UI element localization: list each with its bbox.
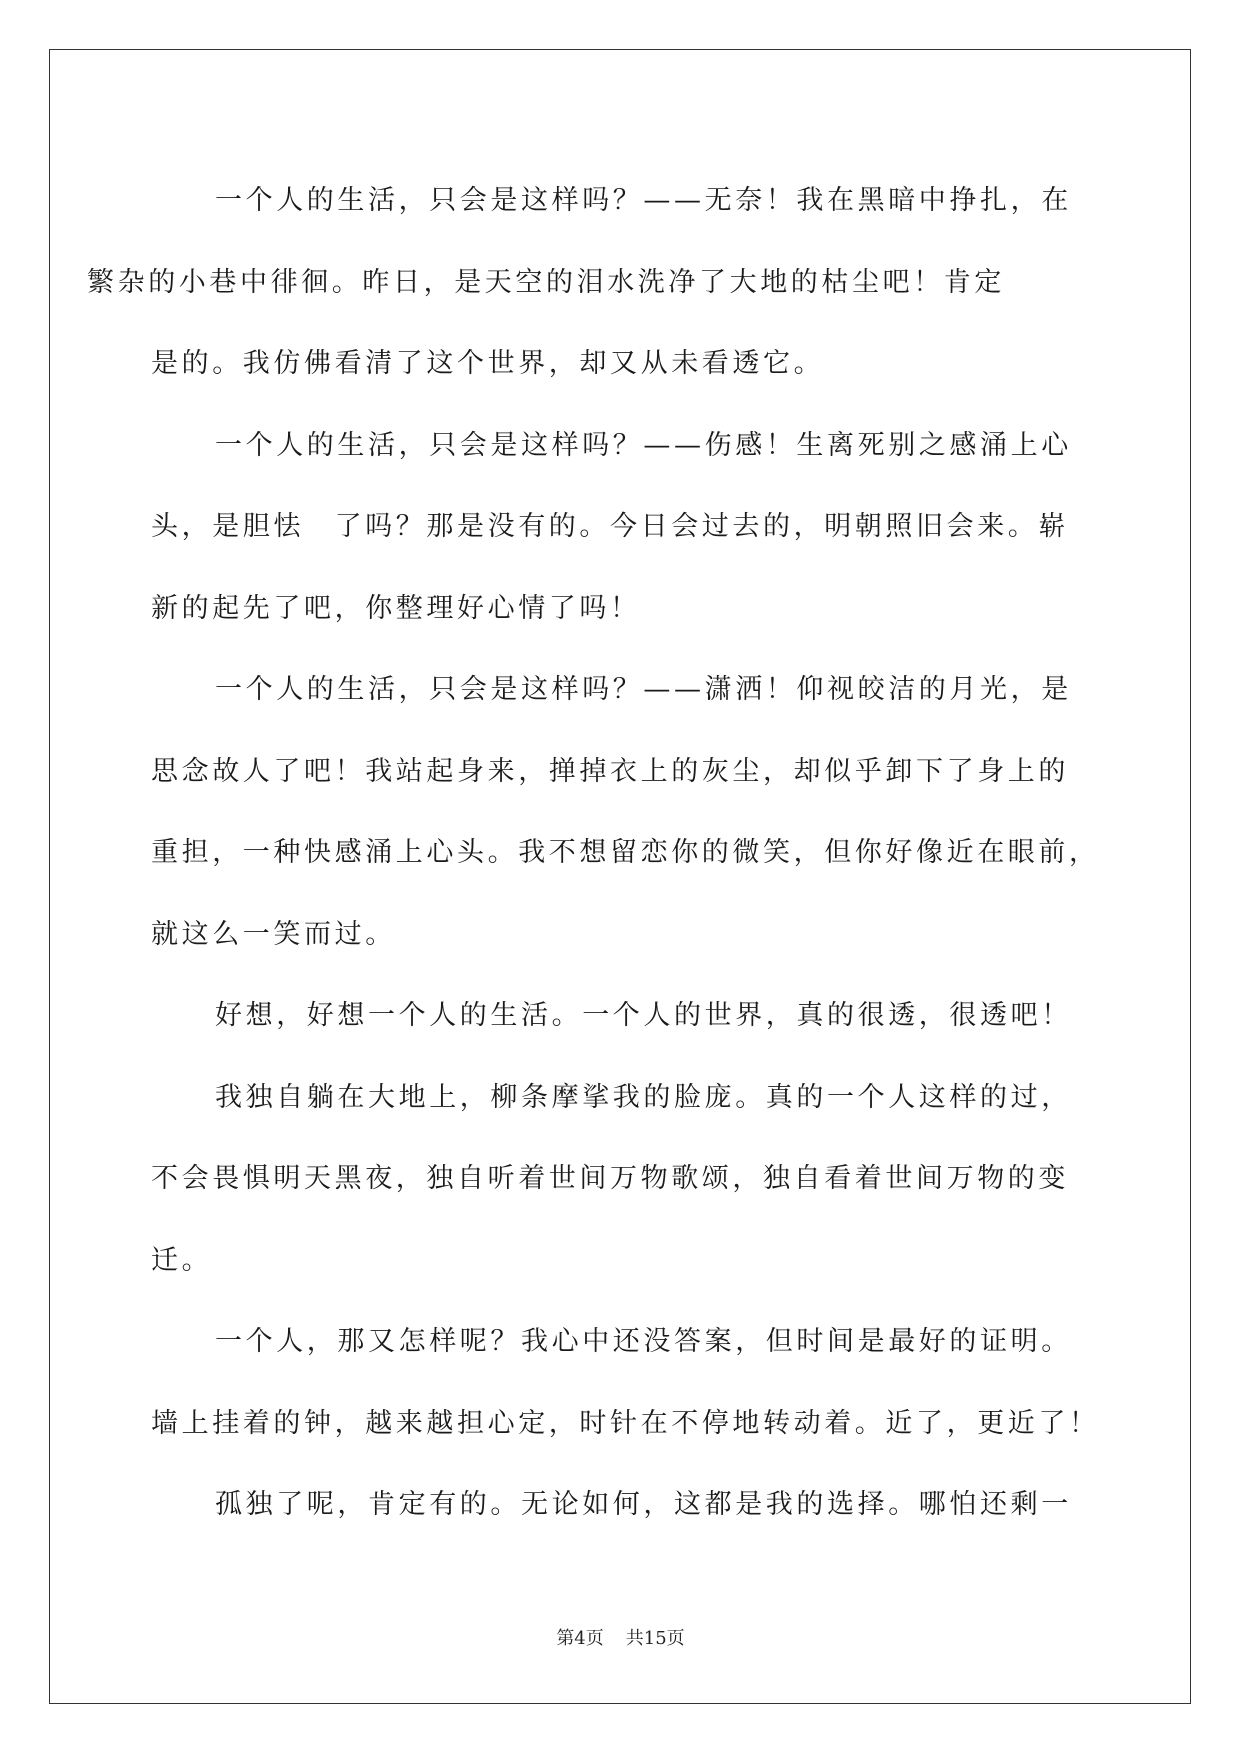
text-line: 墙上挂着的钟，越来越担心定，时针在不停地转动着。近了，更近了！ [151, 1407, 1100, 1439]
paragraph-7 [151, 1464, 1091, 1546]
document-body [87, 160, 1100, 1546]
text-line: 一个人的生活，只会是这样吗？——无奈！我在黑暗中挣扎，在 [215, 185, 1072, 216]
page-number: 第4页 [556, 1628, 604, 1649]
page-footer [0, 1624, 1241, 1650]
text-line: 迁。 [151, 1244, 213, 1276]
paragraph-5 [151, 1057, 1091, 1302]
text-line: 新的起先了吧，你整理好心情了吗！ [151, 592, 641, 624]
page-total: 共15页 [625, 1628, 685, 1649]
paragraph-4 [151, 975, 1091, 1057]
paragraph-1 [87, 160, 1091, 405]
text-line: 头，是胆怯 了吗？那是没有的。今日会过去的，明朝照旧会来。崭 [151, 511, 1069, 542]
text-line: 繁杂的小巷中徘徊。昨日，是天空的泪水洗净了大地的枯尘吧！肯定 [87, 266, 1005, 298]
text-line: 思念故人了吧！我站起身来，掸掉衣上的灰尘，却似乎卸下了身上的 [151, 755, 1069, 787]
text-line: 重担，一种快感涌上心头。我不想留恋你的微笑，但你好像近在眼前， [151, 837, 1100, 868]
text-line: 一个人的生活，只会是这样吗？——潇洒！仰视皎洁的月光，是 [215, 674, 1072, 705]
text-line: 不会畏惧明天黑夜，独自听着世间万物歌颂，独自看着世间万物的变 [151, 1163, 1069, 1194]
text-line: 一个人的生活，只会是这样吗？——伤感！生离死别之感涌上心 [215, 429, 1072, 461]
paragraph-2 [151, 405, 1091, 650]
paragraph-3 [151, 649, 1100, 975]
text-line: 好想，好想一个人的生活。一个人的世界，真的很透，很透吧！ [215, 1000, 1072, 1031]
text-line: 是的。我仿佛看清了这个世界，却又从未看透它。 [151, 348, 825, 379]
paragraph-6 [151, 1301, 1100, 1464]
text-line: 孤独了呢，肯定有的。无论如何，这都是我的选择。哪怕还剩一 [215, 1489, 1072, 1520]
text-line: 一个人，那又怎样呢？我心中还没答案，但时间是最好的证明。 [215, 1326, 1072, 1357]
text-line: 我独自躺在大地上，柳条摩挲我的脸庞。真的一个人这样的过， [215, 1081, 1072, 1113]
text-line: 就这么一笑而过。 [151, 918, 396, 950]
